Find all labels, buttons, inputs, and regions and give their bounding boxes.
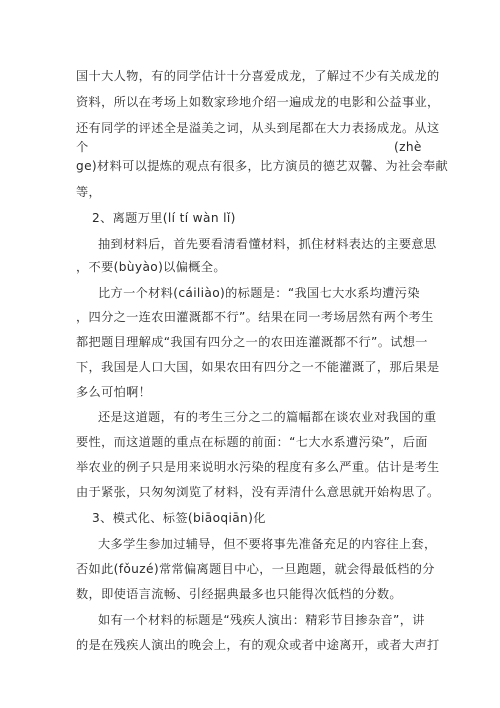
text-line: 要性，而这道题的重点在标题的前面：“七大水系遭污染”，后面	[76, 435, 428, 449]
text-line: 举农业的例子只是用来说明水污染的程度有多么严重。估计是考生	[76, 460, 440, 474]
text-line: (zhè	[394, 140, 422, 154]
text-line: 个	[76, 140, 89, 154]
text-line: ge)材料可以提炼的观点有很多，比方演员的德艺双馨、为社会奉献	[76, 159, 449, 173]
text-line: 资料，所以在考场上如数家珍地介绍一遍成龙的电影和公益事业，	[76, 95, 440, 109]
text-line: ，不要(bùyào)以偏概全。	[76, 260, 226, 274]
text-line: 抽到材料后，首先要看清看懂材料，抓住材料表达的主要意思	[98, 237, 437, 251]
text-line: 的是在残疾人演出的晚会上，有的观众或者中途离开，或者大声打	[76, 638, 440, 652]
text-line: 由于紧张，只匆匆浏览了材料，没有弄清什么意思就开始构思了。	[76, 485, 440, 499]
text-line: 比方一个材料(cáiliào)的标题是：“我国七大水系均遭污染	[98, 286, 420, 300]
text-line: 下，我国是人口大国，如果农田有四分之一不能灌溉了，那后果是	[76, 360, 440, 374]
text-line: 如有一个材料的标题是“残疾人演出：精彩节目掺杂音”，讲	[98, 613, 425, 627]
text-line: 还是这道题，有的考生三分之二的篇幅都在谈农业对我国的重	[98, 410, 437, 424]
section-heading: 3、模式化、标签(biāoqiān)化	[92, 511, 266, 525]
section-heading: 2、离题万里(lí tí wàn lǐ)	[92, 211, 236, 225]
text-line: 否如此(fǒuzé)常常偏离题目中心，一旦跑题，就会得最低档的分	[76, 562, 435, 576]
text-line: 大多学生参加过辅导，但不要将事先准备充足的内容往上套，	[98, 537, 437, 551]
text-line: 国十大人物，有的同学估计十分喜爱成龙，了解过不少有关成龙的	[76, 69, 440, 83]
text-line: ，四分之一连农田灌溉都不行”。结果在同一考场居然有两个考生	[76, 310, 434, 324]
text-line: 还有同学的评述全是溢美之词，从头到尾都在大力表扬成龙。从这	[76, 121, 440, 135]
text-line: 多么可怕啊！	[76, 385, 152, 399]
text-line: 等，	[76, 185, 102, 199]
text-line: 都把题目理解成“我国有四分之一的农田连灌溉都不行”。试想一	[76, 335, 428, 349]
text-line: 数，即使语言流畅、引经据典最多也只能得次低档的分数。	[76, 587, 402, 601]
